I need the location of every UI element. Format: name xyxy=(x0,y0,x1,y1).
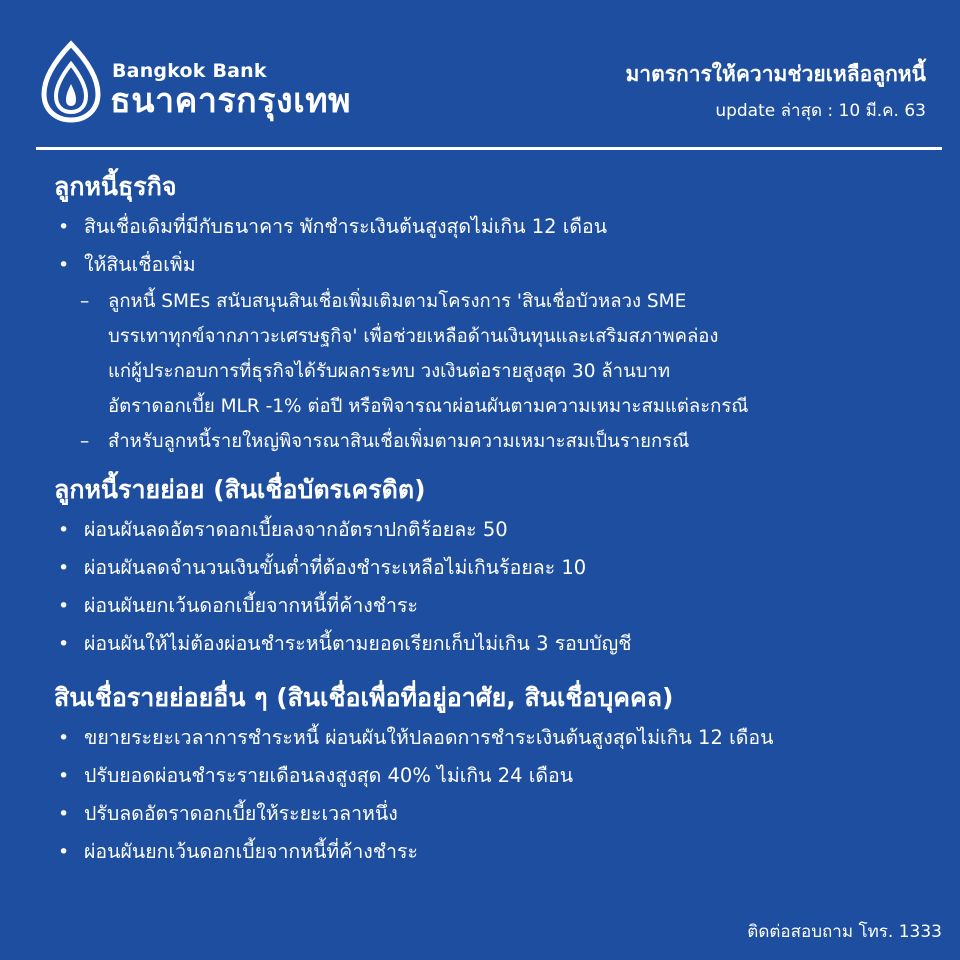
bullet-icon: • xyxy=(58,841,70,863)
bullet-icon: • xyxy=(58,557,70,579)
business-list xyxy=(54,208,934,284)
page-title: มาตรการให้ความช่วยเหลือลูกหนี้ xyxy=(625,62,926,86)
section-title-other-retail: สินเชื่อรายย่อยอื่น ๆ (สินเชื่อเพื่อที่อยู่อาศัย, สินเชื่อบุคคล) xyxy=(54,683,674,712)
dash-icon: – xyxy=(80,291,90,312)
sub-list-item: – ลูกหนี้ SMEs สนับสนุนสินเชื่อเพิ่มเติมตามโครงการ 'สินเชื่อบัวหลวง SME บรรเทาทุกข์จากภาวะเศรษฐกิจ' เพื่อช่วยเหลือด้านเงินทุนและเสริมสภาพคล่อง แก่ผู้ประกอบการที่ธุรกิจได้รับผลกระทบ วงเงินต่อรายสูงสุด 30 ล้านบาท อัตราดอกเบี้ย MLR -1% ต่อปี หรือพิจารณาผ่อนผันตามความเหมาะสมแต่ละกรณี xyxy=(54,284,934,424)
business-sublist xyxy=(54,284,934,459)
lotus-logo-icon xyxy=(40,40,102,124)
bullet-icon: • xyxy=(58,254,70,276)
contact-info: ติดต่อสอบถาม โทร. 1333 xyxy=(747,922,942,942)
list-item: • ปรับยอดผ่อนชำระรายเดือนลงสูงสุด 40% ไม่เกิน 24 เดือน xyxy=(54,757,934,795)
list-item: • สินเชื่อเดิมที่มีกับธนาคาร พักชำระเงินต้นสูงสุดไม่เกิน 12 เดือน xyxy=(54,208,934,246)
bullet-icon: • xyxy=(58,633,70,655)
list-item: • ผ่อนผันยกเว้นดอกเบี้ยจากหนี้ที่ค้างชำระ xyxy=(54,833,934,871)
bullet-icon: • xyxy=(58,765,70,787)
list-item: • ผ่อนผันลดจำนวนเงินขั้นต่ำที่ต้องชำระเหลือไม่เกินร้อยละ 10 xyxy=(54,549,934,587)
bullet-icon: • xyxy=(58,803,70,825)
bullet-icon: • xyxy=(58,595,70,617)
bullet-icon: • xyxy=(58,216,70,238)
bullet-icon: • xyxy=(58,727,70,749)
update-date: update ล่าสุด : 10 มี.ค. 63 xyxy=(715,101,926,121)
list-item: • ผ่อนผันยกเว้นดอกเบี้ยจากหนี้ที่ค้างชำระ xyxy=(54,587,934,625)
brand-name-th: ธนาคารกรุงเทพ xyxy=(110,81,352,121)
list-item: • ให้สินเชื่อเพิ่ม xyxy=(54,246,934,284)
header-divider xyxy=(36,147,942,150)
brand-name-en: Bangkok Bank xyxy=(112,60,267,82)
list-item: • ผ่อนผันให้ไม่ต้องผ่อนชำระหนี้ตามยอดเรียกเก็บไม่เกิน 3 รอบบัญชี xyxy=(54,625,934,663)
list-item: • ปรับลดอัตราดอกเบี้ยให้ระยะเวลาหนึ่ง xyxy=(54,795,934,833)
section-title-retail-credit-card: ลูกหนี้รายย่อย (สินเชื่อบัตรเครดิต) xyxy=(54,475,426,504)
header xyxy=(0,0,960,150)
other-retail-list xyxy=(54,719,934,871)
list-item: • ผ่อนผันลดอัตราดอกเบี้ยลงจากอัตราปกติร้อยละ 50 xyxy=(54,511,934,549)
bullet-icon: • xyxy=(58,519,70,541)
sub-list-item: – สำหรับลูกหนี้รายใหญ่พิจารณาสินเชื่อเพิ่มตามความเหมาะสมเป็นรายกรณี xyxy=(54,424,934,459)
content xyxy=(54,170,934,871)
section-title-business: ลูกหนี้ธุรกิจ xyxy=(54,172,177,201)
list-item: • ขยายระยะเวลาการชำระหนี้ ผ่อนผันให้ปลอดการชำระเงินต้นสูงสุดไม่เกิน 12 เดือน xyxy=(54,719,934,757)
dash-icon: – xyxy=(80,431,90,452)
retail-credit-card-list xyxy=(54,511,934,663)
